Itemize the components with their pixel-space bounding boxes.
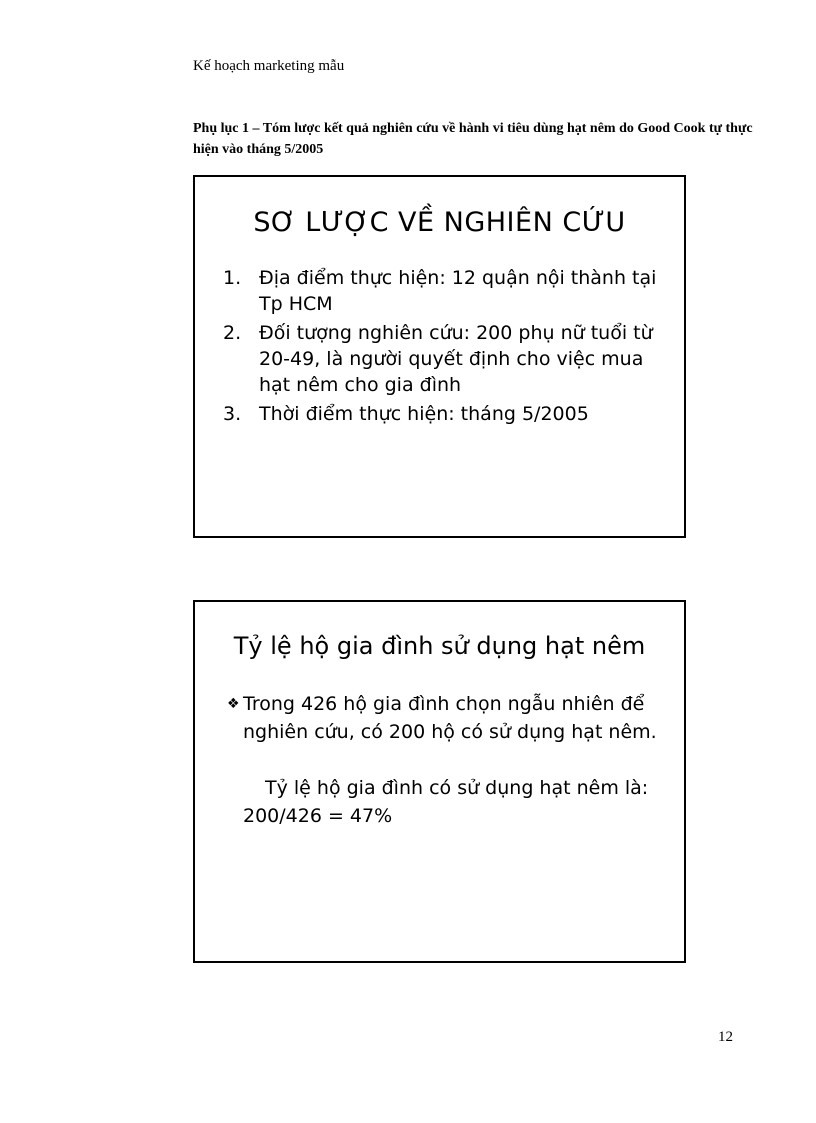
list-item-text: Thời điểm thực hiện: tháng 5/2005 [259, 403, 589, 425]
appendix-title: Phụ lục 1 – Tóm lược kết quả nghiên cứu về hành vi tiêu dùng hạt nêm do Good Cook tự thực hiện vào tháng 5/2005 [193, 121, 753, 157]
research-details-list [223, 265, 673, 430]
list-number: 2. [223, 322, 242, 344]
slide-title: Tỷ lệ hộ gia đình sử dụng hạt nêm [233, 632, 646, 660]
diamond-bullet-icon: ❖ [227, 696, 240, 712]
slide-title: SƠ LƯỢC VỀ NGHIÊN CỨU [253, 207, 626, 238]
document-header: Kế hoạch marketing mẫu [193, 58, 345, 74]
usage-rate-text: Tỷ lệ hộ gia đình có sử dụng hạt nêm là: 200/426 = 47% [243, 777, 649, 827]
list-number: 1. [223, 267, 242, 289]
list-item [223, 320, 673, 398]
list-item [223, 401, 673, 427]
list-number: 3. [223, 403, 242, 425]
page-number: 12 [718, 1029, 733, 1045]
list-item-text: Địa điểm thực hiện: 12 quận nội thành tại Tp HCM [259, 267, 657, 315]
list-item-text: Đối tượng nghiên cứu: 200 phụ nữ tuổi từ 20-49, là người quyết định cho việc mua hạt nêm cho gia đình [259, 322, 653, 396]
bullet-item [227, 690, 672, 746]
slide-usage-rate [193, 600, 686, 963]
bullet-text: Trong 426 hộ gia đình chọn ngẫu nhiên để nghiên cứu, có 200 hộ có sử dụng hạt nêm. [243, 693, 657, 743]
list-item [223, 265, 673, 317]
slide-research-overview [193, 175, 686, 538]
